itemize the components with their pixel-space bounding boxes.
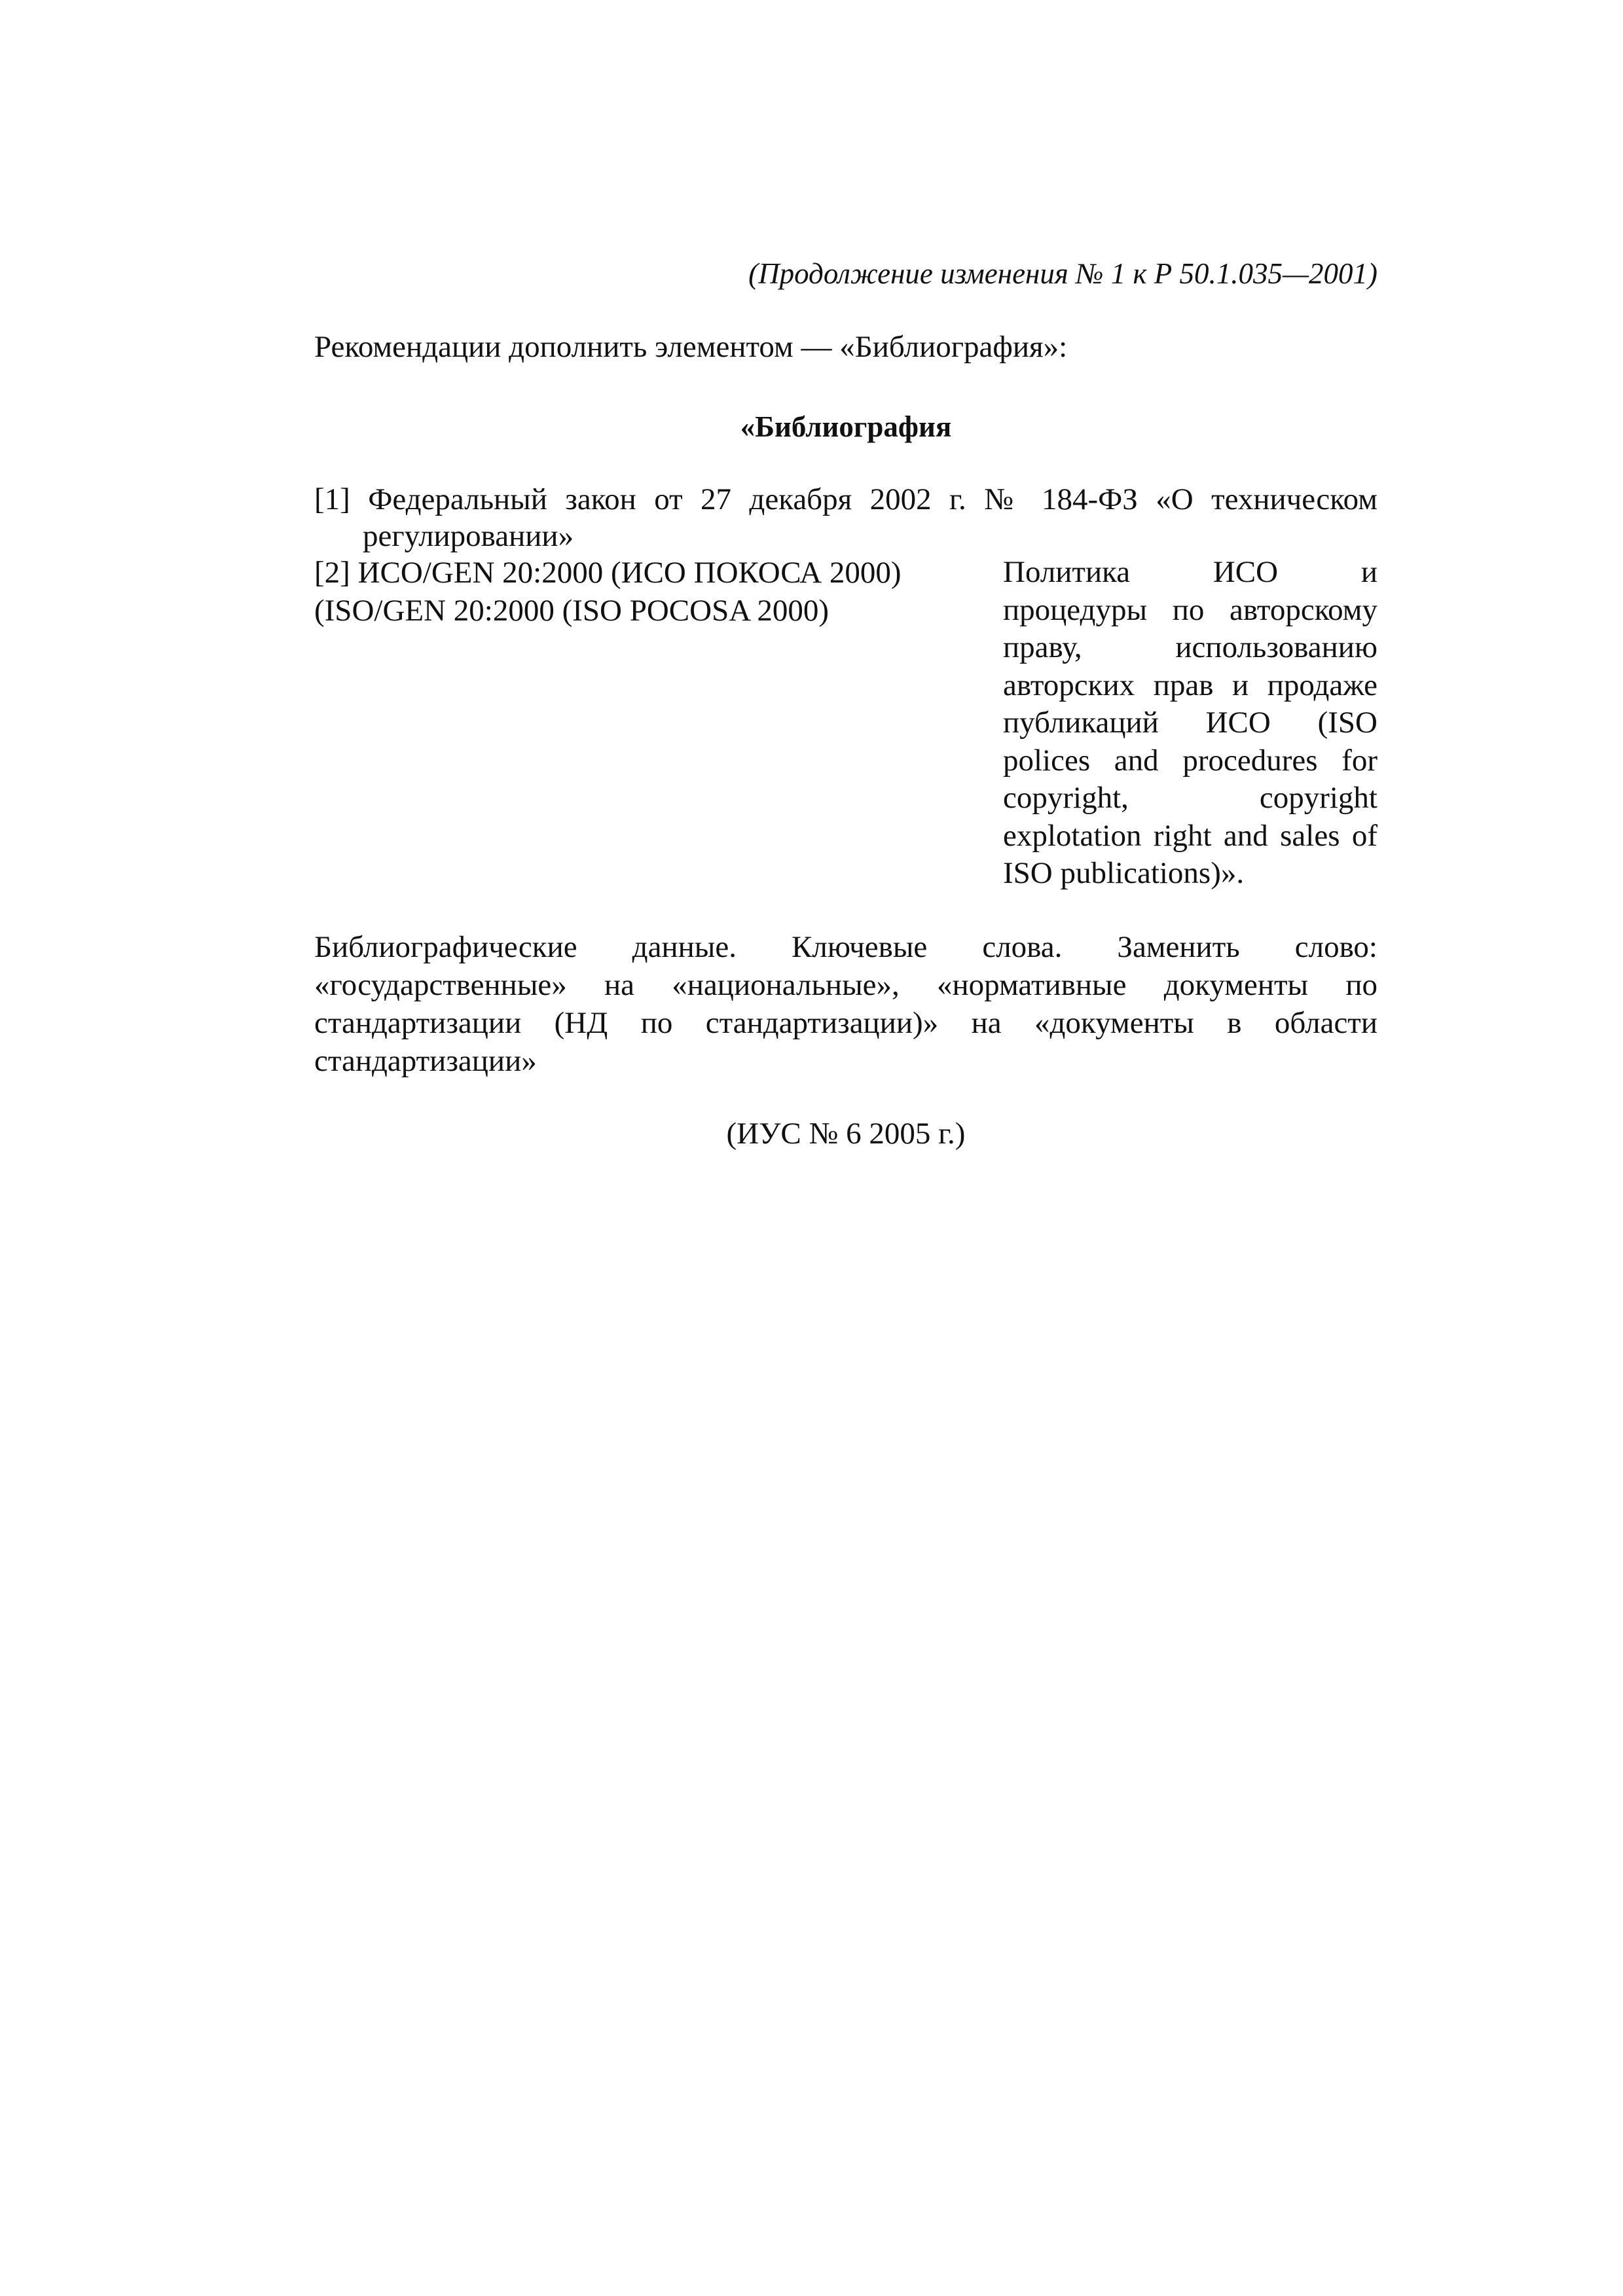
bibliography-entry-1	[314, 481, 1377, 554]
entry-2-designation-ru: [2] ИСО/GEN 20:2000 (ИСО ПОКОСА 2000)	[314, 556, 902, 590]
entry-1-line-1: [1] Федеральный закон от 27 декабря 2002 г. № 184-ФЗ «О техническом	[314, 482, 1377, 516]
bibliography-entry-2-description: Политика ИСО и процедуры по авторскому праву, использованию авторских прав и продаже публикаций ИСО (ISO polices and procedures for copyright, copyright explotation right and sales of ISO publications)».	[1003, 555, 1377, 890]
entry-2-designation-en: (ISO/GEN 20:2000 (ISO POCOSA 2000)	[314, 594, 829, 628]
continuation-header: (Продолжение изменения № 1 к Р 50.1.035—2001)	[748, 257, 1377, 290]
keywords-paragraph: Библиографические данные. Ключевые слова. Заменить слово: «государственные» на «национальные», «нормативные документы по стандартизации (НД по стандартизации)» на «документы в области стандартизации»	[314, 930, 1377, 1078]
bibliography-entry-2-designation	[314, 554, 1002, 630]
bibliography-title: «Библиография	[740, 410, 952, 443]
intro-paragraph: Рекомендации дополнить элементом — «Библиография»:	[314, 330, 1068, 364]
entry-1-line-2: регулировании»	[363, 519, 574, 553]
source-footer: (ИУС № 6 2005 г.)	[726, 1117, 966, 1151]
